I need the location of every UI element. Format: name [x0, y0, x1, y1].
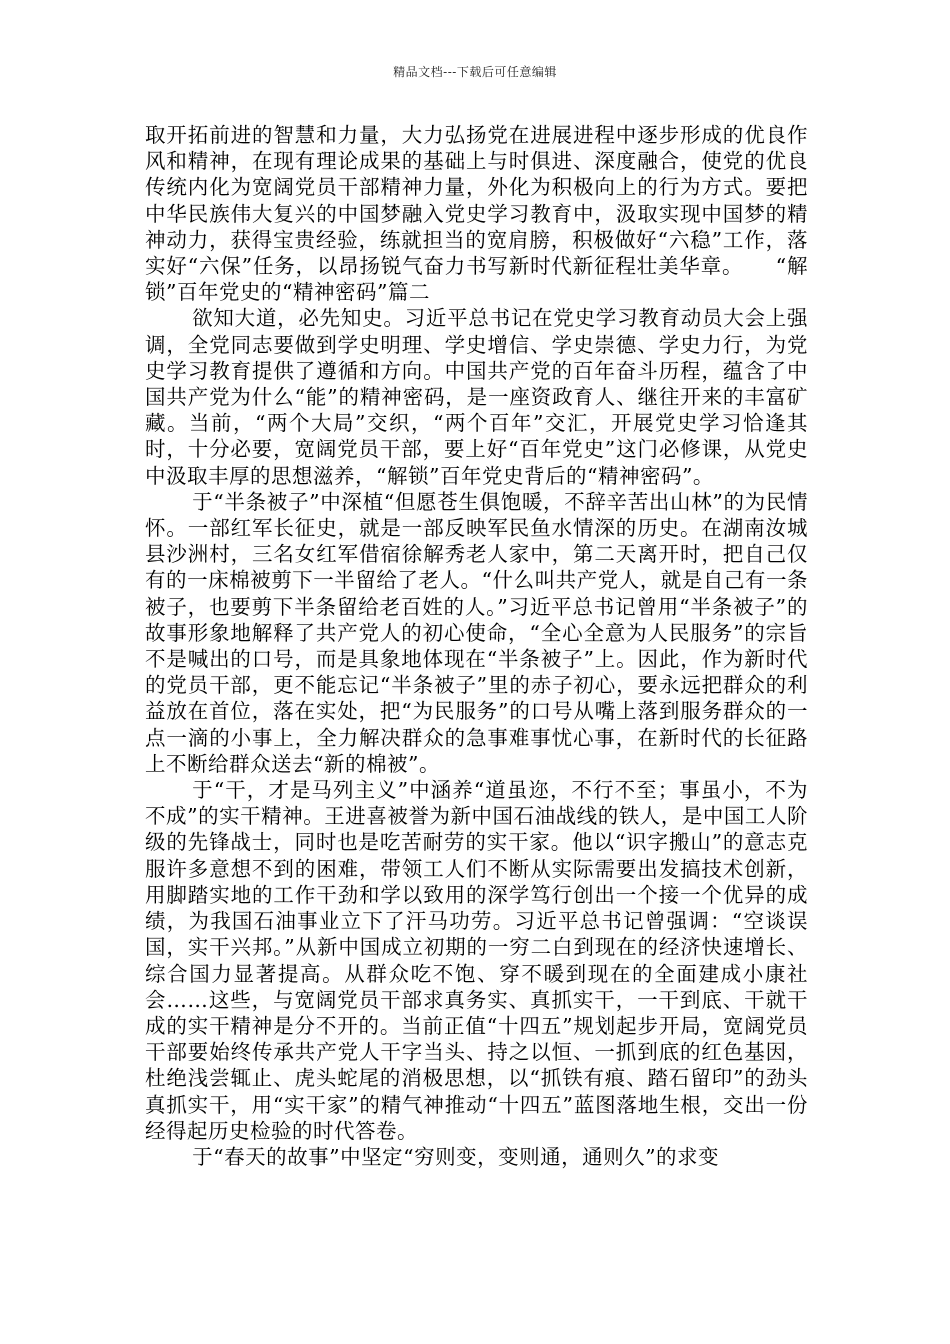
paragraph-half-quilt: 于“半条被子”中深植“但愿苍生俱饱暖，不辞辛苦出山林”的为民情怀。一部红军长征史，就是一部反映军民鱼水情深的历史。在湖南汝城县沙洲村，三名女红军借宿徐解秀老人家中，第二天离开时，把自己仅有的一床棉被剪下一半留给了老人。“什么叫共产党人，就是自己有一条被子，也要剪下半条留给老百姓的人。”习近平总书记曾用“半条被子”的故事形象地解释了共产党人的初心使命，“全心全意为人民服务”的宗旨不是喊出的口号，而是具象地体现在“半条被子”上。因此，作为新时代的党员干部，更不能忘记“半条被子”里的赤子初心，要永远把群众的利益放在首位，落在实处，把“为民服务”的口号从嘴上落到服务群众的一点一滴的小事上，全力解决群众的急事难事忧心事，在新时代的长征路上不断给群众送去“新的棉被”。 — [145, 489, 808, 776]
paragraph-continuation: 取开拓前进的智慧和力量，大力弘扬党在进展进程中逐步形成的优良作风和精神，在现有理论成果的基础上与时俱进、深度融合，使党的优良传统内化为宽阔党员干部精神力量，外化为积极向上的行为方式。要把中华民族伟大复兴的中国梦融入党史学习教育中，汲取实现中国梦的精神动力，获得宝贵经验，练就担当的宽肩膀，积极做好“六稳”工作，落实好“六保”任务，以昂扬锐气奋力书写新时代新征程壮美华章。 “解锁”百年党史的“精神密码”篇二 — [145, 123, 808, 305]
paragraph-intro: 欲知大道，必先知史。习近平总书记在党史学习教育动员大会上强调，全党同志要做到学史明理、学史增信、学史崇德、学史力行，为党史学习教育提供了遵循和方向。中国共产党的百年奋斗历程，蕴含了中国共产党为什么“能”的精神密码，是一座资政育人、继往开来的丰富矿藏。当前，“两个大局”交织，“两个百年”交汇，开展党史学习恰逢其时，十分必要，宽阔党员干部，要上好“百年党史”这门必修课，从党史中汲取丰厚的思想滋养，“解锁”百年党史背后的“精神密码”。 — [145, 306, 808, 488]
paragraph-spring-story: 于“春天的故事”中坚定“穷则变，变则通，通则久”的求变 — [192, 1144, 720, 1169]
document-body — [145, 122, 808, 1170]
paragraph-hard-work: 于“干，才是马列主义”中涵养“道虽迩，不行不至；事虽小，不为不成”的实干精神。王进喜被誉为新中国石油战线的铁人，是中国工人阶级的先锋战士，同时也是吃苦耐劳的实干家。他以“识字搬山”的意志克服许多意想不到的困难，带领工人们不断从实际需要出发搞技术创新，用脚踏实地的工作干劲和学以致用的深学笃行创出一个接一个优异的成绩，为我国石油事业立下了汗马功劳。习近平总书记曾强调：“空谈误国，实干兴邦。”从新中国成立初期的一穷二白到现在的经济快速增长、综合国力显著提高。从群众吃不饱、穿不暖到现在的全面建成小康社会……这些，与宽阔党员干部求真务实、真抓实干，一干到底、干就干成的实干精神是分不开的。当前正值“十四五”规划起步开局，宽阔党员干部要始终传承共产党人干字当头、持之以恒、一抓到底的红色基因，杜绝浅尝辄止、虎头蛇尾的消极思想，以“抓铁有痕、踏石留印”的劲头真抓实干，用“实干家”的精气神推动“十四五”蓝图落地生根，交出一份经得起历史检验的时代答卷。 — [145, 778, 808, 1143]
page-header: 精品文档---下载后可任意编辑 — [393, 65, 557, 79]
